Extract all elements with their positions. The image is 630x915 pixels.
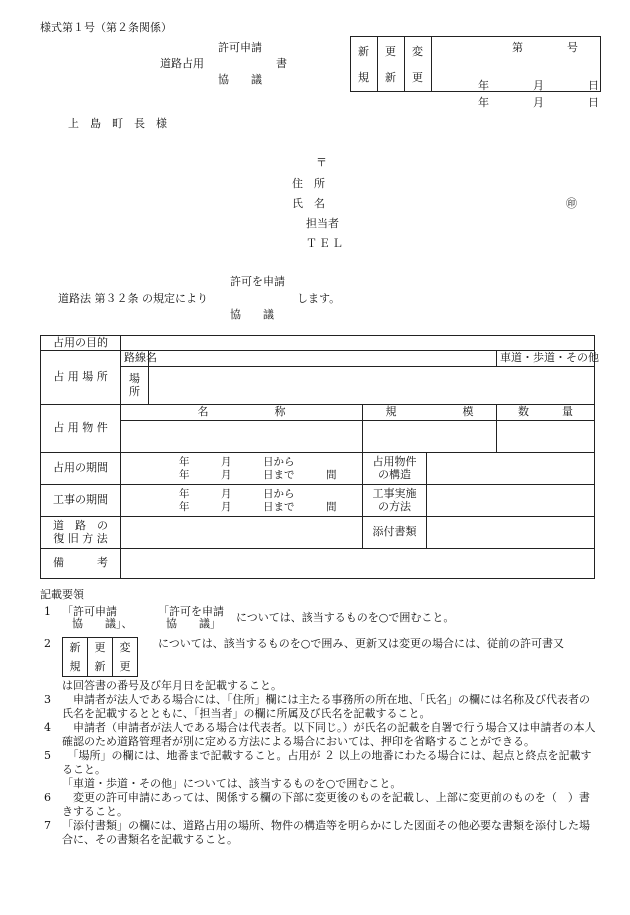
addressee: 上 島 町 長 様 (68, 117, 167, 130)
kind-new-1: 新 (358, 45, 369, 58)
object-name-field[interactable] (121, 421, 363, 453)
restore-label: 道 路 の 復 旧 方 法 (41, 517, 121, 549)
seal-mark: ㊞ (566, 197, 577, 210)
notes (40, 588, 600, 847)
note-7: 7 「添付書類」の欄には、道路占用の場所、物件の構造等を明らかにした図面その他必要な書類を添付した場合に、その書類名を記載すること。 (44, 819, 590, 846)
attachment-field[interactable] (427, 517, 595, 549)
notes-heading: 記載要領 (40, 588, 84, 601)
restore-field[interactable] (121, 517, 363, 549)
structure-field[interactable] (427, 453, 595, 485)
object-qty-header: 数 量 (497, 405, 595, 421)
kind-renew-1: 更 (385, 45, 396, 58)
structure-label: 占用物件 の構造 (363, 453, 427, 485)
kind-change-2: 更 (412, 71, 423, 84)
statement-top: 許可を申請 (230, 275, 285, 288)
date-line-1: 年 月 日 (478, 79, 599, 92)
note-6: 6 変更の許可申請にあっては、関係する欄の下部に変更後のものを記載し、上部に変更前のものを（ ）書きすること。 (44, 791, 590, 818)
tel-label: ＴＥＬ (306, 237, 345, 250)
note2-box-renew: 更 新 (87, 637, 113, 677)
route-name-label: 路線名 (121, 351, 149, 367)
note-5: 5 「場所」の欄には、地番まで記載すること。占用が ２ 以上の地番にわたる場合には、起点と終点を記載すること。 (44, 749, 592, 776)
note-3: 3 申請者が法人である場合には、「住所」欄には主たる事務所の所在地、「氏名」の欄には名称及び代表者の氏名を記載するとともに、「担当者」の欄に所属及び氏名を記載すること。 (44, 693, 590, 720)
postal-mark: 〒 (316, 156, 327, 169)
object-scale-field[interactable] (363, 421, 497, 453)
title-bottom: 協 議 (218, 73, 262, 86)
contact-label: 担当者 (306, 217, 339, 230)
period-label: 占用の期間 (41, 453, 121, 485)
object-scale-header: 規 模 (363, 405, 497, 421)
note2-box-new: 新 規 (62, 637, 88, 677)
purpose-label: 占用の目的 (41, 336, 121, 351)
place-field[interactable] (149, 367, 595, 405)
object-qty-field[interactable] (497, 421, 595, 453)
note-2-cont: は回答書の番号及び年月日を記載すること。 (62, 679, 282, 692)
note-2: 2 新 規更 新変 更 については、該当するものを○で囲み、更新又は変更の場合には、従前の許可書又 (40, 637, 600, 679)
title-main: 道路占用 (160, 57, 204, 70)
note-1: 1 「許可申請 協 議」、 「許可を申請 協 議」 については、該当するものを○で囲むこと。 (44, 605, 455, 630)
note-4: 4 申請者（申請者が法人である場合は代表者。以下同じ。）が氏名の記載を自署で行う場合又は申請者の本人確認のため道路管理者が別に定める方法による場合においては、押印を省略することができる。 (44, 721, 596, 748)
period-field[interactable]: 年 月 日から 年 月 日まで 間 (121, 453, 363, 485)
kind-new-2: 規 (358, 71, 369, 84)
object-name-header: 名 称 (121, 405, 363, 421)
object-label: 占 用 物 件 (41, 405, 121, 453)
location-label: 占 用 場 所 (41, 351, 121, 405)
kind-renew-2: 新 (385, 71, 396, 84)
work-period-label: 工事の期間 (41, 485, 121, 517)
name-label: 氏 名 (292, 197, 325, 210)
number-label: 第 号 (512, 41, 578, 54)
note-5-cont: 「車道・歩道・その他」については、該当するものを○で囲むこと。 (62, 777, 402, 790)
date-line-2: 年 月 日 (478, 96, 599, 109)
work-method-field[interactable] (427, 485, 595, 517)
route-name-field[interactable] (149, 351, 497, 367)
form-number: 様式第１号（第２条関係） (40, 21, 172, 34)
statement-bottom: 協 議 (230, 308, 274, 321)
title-top: 許可申請 (218, 41, 262, 54)
place-label: 場 所 (121, 367, 149, 405)
application-table (40, 335, 599, 579)
work-method-label: 工事実施 の方法 (363, 485, 427, 517)
road-type[interactable]: 車道・歩道・その他 (497, 351, 595, 367)
work-period-field[interactable]: 年 月 日から 年 月 日まで 間 (121, 485, 363, 517)
kind-change-1: 変 (412, 45, 423, 58)
title-suffix: 書 (276, 57, 287, 70)
remarks-field[interactable] (121, 549, 595, 579)
statement-left: 道路法 第３２条 の規定により (58, 292, 208, 305)
remarks-label: 備 考 (41, 549, 121, 579)
purpose-field[interactable] (121, 336, 595, 351)
attachment-label: 添付書類 (363, 517, 427, 549)
address-label: 住 所 (292, 177, 325, 190)
note2-box-change: 変 更 (112, 637, 138, 677)
statement-right: します。 (297, 292, 341, 305)
